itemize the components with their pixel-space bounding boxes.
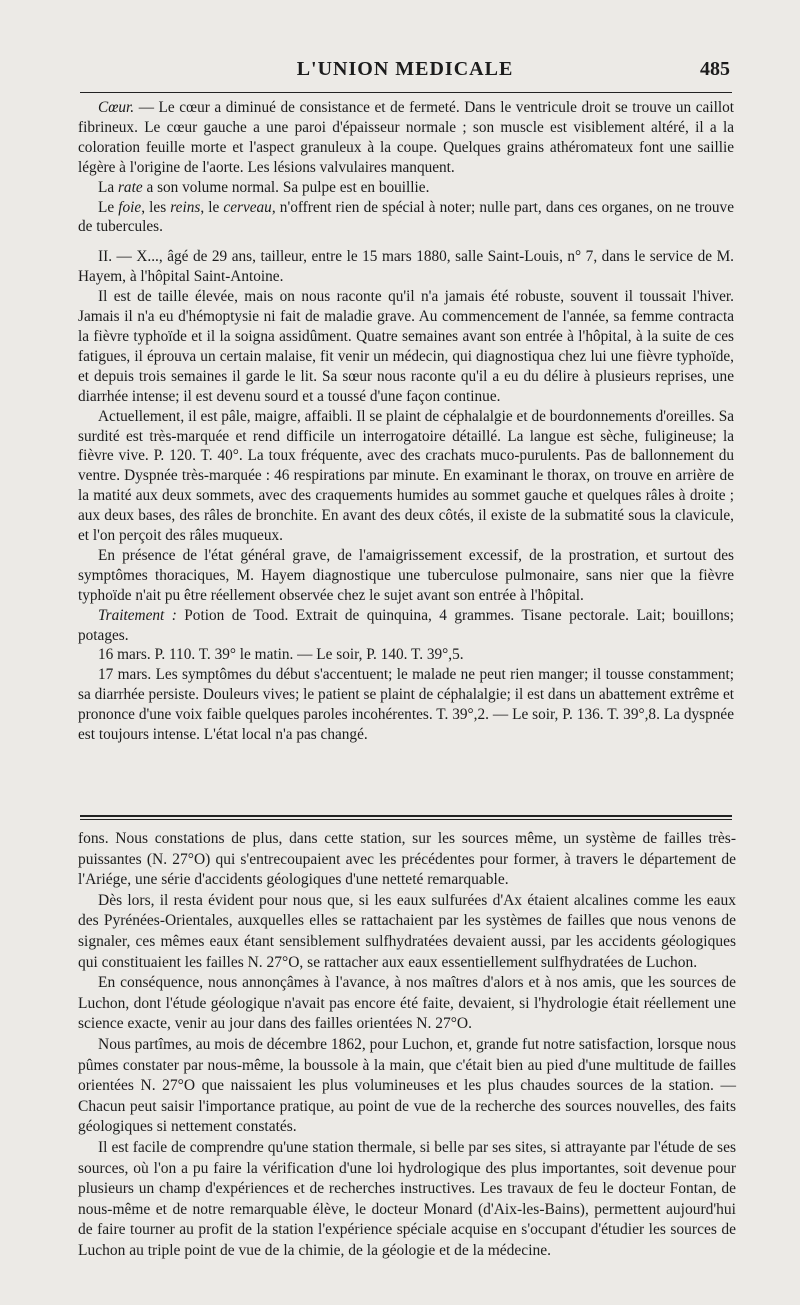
paragraph-diagnosis: En présence de l'état général grave, de l'amaigrissement excessif, de la prostration, et surtout des symptômes thoraciques, M. Hayem diagnostique une tuberculose pulmonaire, sans nier que la fièvre typhoïde n'ait pu être réellement observée chez le sujet avant son entrée à l'hôpital. (78, 546, 734, 604)
paragraph-luchon-1862: Nous partîmes, au mois de décembre 1862, pour Luchon, et, grande fut notre satisfaction, lorsque nous pûmes constater par nous-même, la boussole à la main, que c'était bien au pied d'une multitude de failles orientées N. 27°O que naissaient les plus volumineuses et les plus chaudes sources de la station. — Chacun peut saisir l'importance pratique, au point de vue de la recherche des sources nouvelles, des faits géologiques si nettement constatés. (78, 1035, 736, 1136)
treatment-label: Traitement : (98, 606, 177, 624)
header-rule (80, 92, 732, 93)
paragraph-heart: Cœur. — Le cœur a diminué de consistance et de fermeté. Dans le ventricule droit se trouve un caillot fibrineux. Le cœur gauche a une paroi d'épaisseur normale ; son muscle est visiblement altéré, il a la coloration feuille morte et l'aspect granuleux à la coupe. Quelques grains athéromateux font une saillie légère à l'origine de l'aorte. Les lésions valvulaires manquent. (78, 99, 734, 176)
paragraph-failles: fons. Nous constations de plus, dans cette station, sur les sources même, un système de failles très-puissantes (N. 27°O) qui s'entrecoupaient avec les précédentes pour former, à travers le département de l'Ariége, une série d'accidents géologiques d'une netteté remarquable. (78, 830, 736, 889)
paragraph-spleen: La rate a son volume normal. Sa pulpe est en bouillie. (98, 178, 430, 196)
clinical-case-section (78, 98, 734, 813)
paragraph-history: Il est de taille élevée, mais on nous raconte qu'il n'a jamais été robuste, souvent il toussait l'hiver. Jamais il n'a eu d'hémoptysie ni fait de maladie grave. Au commencement de l'année, sa femme contracta la fièvre typhoïde et il la soigna assidûment. Quatre semaines avant son entrée à l'hôpital, à la suite de ces fatigues, il éprouva un certain malaise, fit venir un médecin, qui diagnostiqua chez lui une fièvre typhoïde, et depuis trois semaines il garde le lit. Sa sœur nous raconte qu'il a eu du délire à plusieurs reprises, une diarrhée intense; il est devenu sourd et a toussé d'une façon continue. (78, 288, 734, 405)
paragraph-eaux-ax: Dès lors, il resta évident pour nous que, si les eaux sulfurées d'Ax étaient alcalines comme les eaux des Pyrénées-Orientales, auxquelles elles se rattachaient par les systèmes de failles que nous venons de signaler, ces mêmes eaux étant sensiblement sulfhydratées devaient aussi, par les accidents géologiques qui constituaient les failles N. 27°O, se rattacher aux eaux essentiellement sulfhydratées de Luchon. (78, 891, 736, 971)
paragraph-treatment: Traitement : Potion de Tood. Extrait de quinquina, 4 grammes. Tisane pectorale. Lait; bouillons; potages. (78, 606, 734, 644)
paragraph-case-two: II. — X..., âgé de 29 ans, tailleur, entre le 15 mars 1880, salle Saint-Louis, n° 7, dans le service de M. Hayem, à l'hôpital Saint-Antoine. (78, 248, 734, 286)
page-number: 485 (700, 58, 730, 80)
section-divider-thin (80, 819, 732, 820)
running-title: L'UNION MEDICALE (296, 58, 514, 80)
feuilleton-section (78, 829, 736, 1279)
paragraph-organs: Le foie, les reins, le cerveau, n'offrent rien de spécial à noter; nulle part, dans ces organes, on ne trouve de tubercules. (78, 198, 734, 236)
paragraph-station-thermale: Il est facile de comprendre qu'une station thermale, si belle par ses sites, si attrayante par l'étude de ses sources, où l'on a pu faire la vérification d'une loi hydrologique des plus importantes, soit devenue pour plusieurs un champ d'expériences et de recherches instructives. Les travaux de feu le docteur Fontan, de nous-même et de notre remarquable élève, le docteur Monard (d'Aix-les-Bains), permettent aujourd'hui de faire tourner au profit de la station l'expérience spéciale acquise en s'occupant d'étudier les sources de Luchon au triple point de vue de la chimie, de la géologie et de la médecine. (78, 1138, 736, 1259)
section-divider-thick (80, 815, 732, 817)
paragraph-examination: Actuellement, il est pâle, maigre, affaibli. Il se plaint de céphalalgie et de bourdonnements d'oreilles. Sa surdité est très-marquée et rend difficile un interrogatoire détaillé. La langue est sèche, fuligineuse; la fièvre vive. P. 120. T. 40°. La toux fréquente, avec des crachats muco-purulents. Pas de ballonnement du ventre. Dyspnée très-marquée : 46 respirations par minute. En examinant le thorax, on trouve en arrière de la matité aux deux sommets, avec des craquements humides au sommet gauche et quelques râles à droite ; aux deux bases, des râles de bronchite. En avant des deux côtés, il existe de la submatité sous la clavicule, et l'on perçoit des râles muqueux. (78, 407, 734, 545)
heart-label: Cœur. (98, 99, 135, 116)
paragraph-march-16: 16 mars. P. 110. T. 39° le matin. — Le soir, P. 140. T. 39°,5. (98, 646, 464, 664)
paragraph-march-17: 17 mars. Les symptômes du début s'accentuent; le malade ne peut rien manger; il tousse constamment; sa diarrhée persiste. Douleurs vives; le patient se plaint de céphalalgie; il est dans un abattement extrême et prononce d'une voix faible quelques paroles incohérentes. T. 39°,2. — Le soir, P. 136. T. 39°,8. La dyspnée est toujours intense. L'état local n'a pas changé. (78, 666, 734, 744)
page-header (80, 58, 730, 86)
paragraph-consequence: En conséquence, nous annonçâmes à l'avance, à nos maîtres d'alors et à nos amis, que les sources de Luchon, dont l'étude géologique n'avait pas encore été faite, devaient, si l'hydrologie était réellement une science exacte, venir au jour dans des failles orientées N. 27°O. (78, 974, 736, 1033)
